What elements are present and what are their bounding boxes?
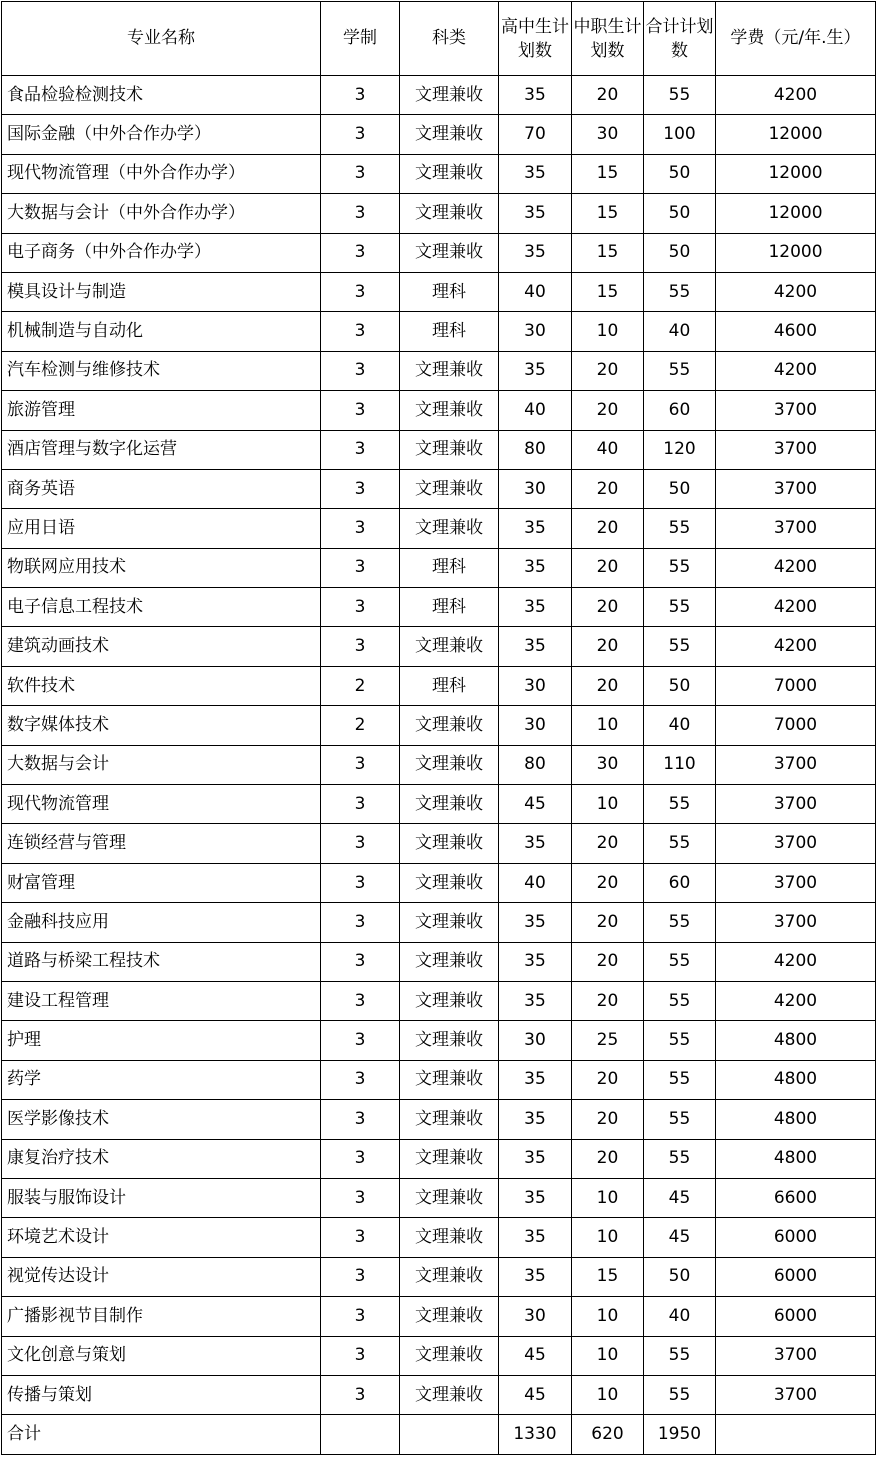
vocational-plan-cell: 15 xyxy=(572,194,644,233)
total-plan-cell: 45 xyxy=(644,1218,716,1257)
table-row xyxy=(2,509,876,548)
tuition-fee-cell: 3700 xyxy=(716,824,876,863)
total-plan-cell: 55 xyxy=(644,272,716,311)
vocational-plan-cell: 30 xyxy=(572,115,644,154)
high-school-plan-cell: 45 xyxy=(499,1375,572,1414)
tuition-fee-cell: 4200 xyxy=(716,76,876,115)
category-cell: 文理兼收 xyxy=(400,627,499,666)
header-major-name: 专业名称 xyxy=(2,2,321,76)
total-years-cell xyxy=(321,1415,400,1454)
category-cell: 文理兼收 xyxy=(400,1100,499,1139)
table-row xyxy=(2,391,876,430)
table-row xyxy=(2,824,876,863)
vocational-plan-cell: 20 xyxy=(572,627,644,666)
total-plan-cell: 50 xyxy=(644,666,716,705)
major-name-cell: 汽车检测与维修技术 xyxy=(2,351,321,390)
years-cell: 2 xyxy=(321,706,400,745)
major-name-cell: 建设工程管理 xyxy=(2,981,321,1020)
table-row xyxy=(2,154,876,193)
category-cell: 文理兼收 xyxy=(400,194,499,233)
vocational-plan-cell: 10 xyxy=(572,1218,644,1257)
years-cell: 3 xyxy=(321,1100,400,1139)
category-cell: 文理兼收 xyxy=(400,745,499,784)
total-plan-cell: 55 xyxy=(644,1060,716,1099)
category-cell: 文理兼收 xyxy=(400,1336,499,1375)
table-row xyxy=(2,627,876,666)
total-plan-cell: 55 xyxy=(644,627,716,666)
table-row xyxy=(2,1100,876,1139)
major-name-cell: 应用日语 xyxy=(2,509,321,548)
years-cell: 3 xyxy=(321,824,400,863)
high-school-plan-cell: 40 xyxy=(499,863,572,902)
high-school-plan-cell: 35 xyxy=(499,509,572,548)
vocational-plan-cell: 10 xyxy=(572,312,644,351)
table-row xyxy=(2,1178,876,1217)
high-school-plan-cell: 30 xyxy=(499,469,572,508)
years-cell: 3 xyxy=(321,1021,400,1060)
total-plan-cell: 110 xyxy=(644,745,716,784)
total-plan-cell: 55 xyxy=(644,824,716,863)
high-school-plan-cell: 30 xyxy=(499,1297,572,1336)
years-cell: 3 xyxy=(321,548,400,587)
total-plan-cell: 55 xyxy=(644,1021,716,1060)
table-row xyxy=(2,272,876,311)
category-cell: 文理兼收 xyxy=(400,76,499,115)
tuition-fee-cell: 3700 xyxy=(716,469,876,508)
total-plan-cell: 50 xyxy=(644,233,716,272)
major-name-cell: 食品检验检测技术 xyxy=(2,76,321,115)
major-name-cell: 现代物流管理（中外合作办学） xyxy=(2,154,321,193)
high-school-plan-cell: 35 xyxy=(499,981,572,1020)
total-plan-cell: 100 xyxy=(644,115,716,154)
high-school-plan-cell: 45 xyxy=(499,785,572,824)
years-cell: 3 xyxy=(321,76,400,115)
major-name-cell: 现代物流管理 xyxy=(2,785,321,824)
high-school-plan-cell: 30 xyxy=(499,666,572,705)
major-name-cell: 数字媒体技术 xyxy=(2,706,321,745)
category-cell: 文理兼收 xyxy=(400,706,499,745)
category-cell: 文理兼收 xyxy=(400,785,499,824)
years-cell: 3 xyxy=(321,469,400,508)
table-row xyxy=(2,981,876,1020)
vocational-plan-cell: 10 xyxy=(572,1297,644,1336)
major-name-cell: 护理 xyxy=(2,1021,321,1060)
header-vocational-plan: 中职生计划数 xyxy=(572,2,644,76)
major-name-cell: 连锁经营与管理 xyxy=(2,824,321,863)
high-school-plan-cell: 35 xyxy=(499,903,572,942)
category-cell: 文理兼收 xyxy=(400,351,499,390)
table-row xyxy=(2,312,876,351)
major-name-cell: 旅游管理 xyxy=(2,391,321,430)
years-cell: 3 xyxy=(321,233,400,272)
tuition-fee-cell: 4600 xyxy=(716,312,876,351)
total-plan-cell: 55 xyxy=(644,509,716,548)
table-row xyxy=(2,942,876,981)
total-plan-cell: 55 xyxy=(644,981,716,1020)
category-cell: 文理兼收 xyxy=(400,1257,499,1296)
total-plan-cell: 120 xyxy=(644,430,716,469)
high-school-plan-cell: 35 xyxy=(499,1257,572,1296)
years-cell: 3 xyxy=(321,942,400,981)
years-cell: 3 xyxy=(321,903,400,942)
high-school-plan-cell: 70 xyxy=(499,115,572,154)
total-plan-cell: 40 xyxy=(644,312,716,351)
major-name-cell: 视觉传达设计 xyxy=(2,1257,321,1296)
vocational-plan-cell: 10 xyxy=(572,706,644,745)
category-cell: 理科 xyxy=(400,272,499,311)
tuition-fee-cell: 3700 xyxy=(716,903,876,942)
category-cell: 文理兼收 xyxy=(400,154,499,193)
tuition-fee-cell: 3700 xyxy=(716,391,876,430)
tuition-fee-cell: 6000 xyxy=(716,1218,876,1257)
tuition-fee-cell: 3700 xyxy=(716,1336,876,1375)
high-school-plan-cell: 35 xyxy=(499,1178,572,1217)
total-plan-cell: 55 xyxy=(644,942,716,981)
table-row xyxy=(2,351,876,390)
category-cell: 文理兼收 xyxy=(400,863,499,902)
tuition-fee-cell: 3700 xyxy=(716,785,876,824)
years-cell: 3 xyxy=(321,981,400,1020)
total-plan-cell: 55 xyxy=(644,548,716,587)
total-plan-cell: 50 xyxy=(644,194,716,233)
major-name-cell: 医学影像技术 xyxy=(2,1100,321,1139)
years-cell: 3 xyxy=(321,1336,400,1375)
years-cell: 3 xyxy=(321,785,400,824)
major-name-cell: 传播与策划 xyxy=(2,1375,321,1414)
total-label: 合计 xyxy=(2,1415,321,1454)
high-school-plan-cell: 30 xyxy=(499,706,572,745)
category-cell: 文理兼收 xyxy=(400,430,499,469)
tuition-fee-cell: 4200 xyxy=(716,981,876,1020)
table-row xyxy=(2,194,876,233)
major-name-cell: 道路与桥梁工程技术 xyxy=(2,942,321,981)
category-cell: 理科 xyxy=(400,548,499,587)
category-cell: 文理兼收 xyxy=(400,233,499,272)
header-total-plan: 合计计划数 xyxy=(644,2,716,76)
high-school-plan-cell: 35 xyxy=(499,1218,572,1257)
total-plan-cell: 55 xyxy=(644,1375,716,1414)
vocational-plan-cell: 20 xyxy=(572,824,644,863)
high-school-plan-cell: 40 xyxy=(499,391,572,430)
total-vocational-plan: 620 xyxy=(572,1415,644,1454)
vocational-plan-cell: 15 xyxy=(572,272,644,311)
table-row xyxy=(2,548,876,587)
vocational-plan-cell: 20 xyxy=(572,1139,644,1178)
major-name-cell: 商务英语 xyxy=(2,469,321,508)
high-school-plan-cell: 35 xyxy=(499,942,572,981)
vocational-plan-cell: 20 xyxy=(572,863,644,902)
vocational-plan-cell: 10 xyxy=(572,1375,644,1414)
high-school-plan-cell: 35 xyxy=(499,1100,572,1139)
table-row xyxy=(2,469,876,508)
table-row xyxy=(2,1021,876,1060)
tuition-fee-cell: 4200 xyxy=(716,627,876,666)
tuition-fee-cell: 7000 xyxy=(716,706,876,745)
years-cell: 3 xyxy=(321,194,400,233)
total-fee-cell xyxy=(716,1415,876,1454)
tuition-fee-cell: 12000 xyxy=(716,233,876,272)
table-row xyxy=(2,863,876,902)
years-cell: 3 xyxy=(321,745,400,784)
vocational-plan-cell: 20 xyxy=(572,509,644,548)
table-row xyxy=(2,76,876,115)
table-row xyxy=(2,430,876,469)
table-row xyxy=(2,706,876,745)
major-name-cell: 文化创意与策划 xyxy=(2,1336,321,1375)
major-name-cell: 国际金融（中外合作办学） xyxy=(2,115,321,154)
category-cell: 文理兼收 xyxy=(400,1060,499,1099)
table-body xyxy=(2,76,876,1415)
category-cell: 文理兼收 xyxy=(400,942,499,981)
years-cell: 3 xyxy=(321,312,400,351)
table-row xyxy=(2,1336,876,1375)
category-cell: 理科 xyxy=(400,666,499,705)
major-name-cell: 财富管理 xyxy=(2,863,321,902)
tuition-fee-cell: 3700 xyxy=(716,509,876,548)
total-high-school-plan: 1330 xyxy=(499,1415,572,1454)
high-school-plan-cell: 35 xyxy=(499,194,572,233)
high-school-plan-cell: 80 xyxy=(499,430,572,469)
years-cell: 3 xyxy=(321,1218,400,1257)
total-plan-cell: 50 xyxy=(644,154,716,193)
table-row xyxy=(2,745,876,784)
table-row xyxy=(2,785,876,824)
table-row xyxy=(2,666,876,705)
category-cell: 文理兼收 xyxy=(400,981,499,1020)
years-cell: 2 xyxy=(321,666,400,705)
total-plan-cell: 55 xyxy=(644,351,716,390)
vocational-plan-cell: 20 xyxy=(572,666,644,705)
total-plan-cell: 55 xyxy=(644,785,716,824)
vocational-plan-cell: 15 xyxy=(572,233,644,272)
years-cell: 3 xyxy=(321,1297,400,1336)
category-cell: 文理兼收 xyxy=(400,1139,499,1178)
tuition-fee-cell: 3700 xyxy=(716,430,876,469)
category-cell: 文理兼收 xyxy=(400,469,499,508)
years-cell: 3 xyxy=(321,509,400,548)
high-school-plan-cell: 35 xyxy=(499,627,572,666)
high-school-plan-cell: 35 xyxy=(499,548,572,587)
total-plan-cell: 40 xyxy=(644,1297,716,1336)
major-name-cell: 大数据与会计 xyxy=(2,745,321,784)
tuition-fee-cell: 4800 xyxy=(716,1139,876,1178)
high-school-plan-cell: 35 xyxy=(499,233,572,272)
header-category: 科类 xyxy=(400,2,499,76)
category-cell: 理科 xyxy=(400,312,499,351)
major-name-cell: 机械制造与自动化 xyxy=(2,312,321,351)
major-name-cell: 康复治疗技术 xyxy=(2,1139,321,1178)
high-school-plan-cell: 35 xyxy=(499,76,572,115)
category-cell: 文理兼收 xyxy=(400,1375,499,1414)
table-row xyxy=(2,1375,876,1414)
category-cell: 理科 xyxy=(400,588,499,627)
years-cell: 3 xyxy=(321,1257,400,1296)
major-name-cell: 广播影视节目制作 xyxy=(2,1297,321,1336)
major-name-cell: 电子信息工程技术 xyxy=(2,588,321,627)
category-cell: 文理兼收 xyxy=(400,1297,499,1336)
high-school-plan-cell: 35 xyxy=(499,1060,572,1099)
vocational-plan-cell: 20 xyxy=(572,588,644,627)
total-plan-cell: 55 xyxy=(644,588,716,627)
header-high-school-plan: 高中生计划数 xyxy=(499,2,572,76)
vocational-plan-cell: 10 xyxy=(572,785,644,824)
high-school-plan-cell: 35 xyxy=(499,824,572,863)
major-name-cell: 环境艺术设计 xyxy=(2,1218,321,1257)
tuition-fee-cell: 4800 xyxy=(716,1100,876,1139)
major-name-cell: 大数据与会计（中外合作办学） xyxy=(2,194,321,233)
high-school-plan-cell: 45 xyxy=(499,1336,572,1375)
tuition-fee-cell: 4200 xyxy=(716,588,876,627)
vocational-plan-cell: 20 xyxy=(572,1100,644,1139)
total-plan-cell: 45 xyxy=(644,1178,716,1217)
major-name-cell: 物联网应用技术 xyxy=(2,548,321,587)
years-cell: 3 xyxy=(321,588,400,627)
high-school-plan-cell: 30 xyxy=(499,1021,572,1060)
total-plan-cell: 60 xyxy=(644,391,716,430)
total-plan-cell: 55 xyxy=(644,903,716,942)
years-cell: 3 xyxy=(321,351,400,390)
vocational-plan-cell: 20 xyxy=(572,903,644,942)
years-cell: 3 xyxy=(321,154,400,193)
vocational-plan-cell: 10 xyxy=(572,1178,644,1217)
table-row xyxy=(2,588,876,627)
vocational-plan-cell: 15 xyxy=(572,154,644,193)
tuition-fee-cell: 12000 xyxy=(716,115,876,154)
vocational-plan-cell: 40 xyxy=(572,430,644,469)
header-years: 学制 xyxy=(321,2,400,76)
tuition-fee-cell: 4800 xyxy=(716,1021,876,1060)
vocational-plan-cell: 30 xyxy=(572,745,644,784)
total-plan-cell: 40 xyxy=(644,706,716,745)
total-plan-cell: 50 xyxy=(644,1257,716,1296)
years-cell: 3 xyxy=(321,627,400,666)
vocational-plan-cell: 20 xyxy=(572,351,644,390)
high-school-plan-cell: 35 xyxy=(499,1139,572,1178)
category-cell: 文理兼收 xyxy=(400,1218,499,1257)
total-plan-cell: 55 xyxy=(644,1100,716,1139)
table-row xyxy=(2,1257,876,1296)
vocational-plan-cell: 10 xyxy=(572,1336,644,1375)
vocational-plan-cell: 20 xyxy=(572,981,644,1020)
total-plan-sum: 1950 xyxy=(644,1415,716,1454)
total-row xyxy=(2,1415,876,1454)
years-cell: 3 xyxy=(321,1060,400,1099)
total-plan-cell: 55 xyxy=(644,1336,716,1375)
tuition-fee-cell: 4200 xyxy=(716,351,876,390)
high-school-plan-cell: 35 xyxy=(499,154,572,193)
years-cell: 3 xyxy=(321,430,400,469)
years-cell: 3 xyxy=(321,391,400,430)
vocational-plan-cell: 25 xyxy=(572,1021,644,1060)
table-row xyxy=(2,903,876,942)
tuition-fee-cell: 4200 xyxy=(716,272,876,311)
category-cell: 文理兼收 xyxy=(400,1021,499,1060)
total-category-cell xyxy=(400,1415,499,1454)
vocational-plan-cell: 20 xyxy=(572,1060,644,1099)
vocational-plan-cell: 15 xyxy=(572,1257,644,1296)
table-row xyxy=(2,1060,876,1099)
tuition-fee-cell: 4800 xyxy=(716,1060,876,1099)
major-name-cell: 服装与服饰设计 xyxy=(2,1178,321,1217)
high-school-plan-cell: 30 xyxy=(499,312,572,351)
years-cell: 3 xyxy=(321,863,400,902)
tuition-fee-cell: 4200 xyxy=(716,942,876,981)
tuition-fee-cell: 3700 xyxy=(716,1375,876,1414)
vocational-plan-cell: 20 xyxy=(572,942,644,981)
table-row xyxy=(2,1218,876,1257)
tuition-fee-cell: 4200 xyxy=(716,548,876,587)
table-row xyxy=(2,115,876,154)
table-row xyxy=(2,1139,876,1178)
years-cell: 3 xyxy=(321,1139,400,1178)
vocational-plan-cell: 20 xyxy=(572,469,644,508)
tuition-fee-cell: 3700 xyxy=(716,863,876,902)
years-cell: 3 xyxy=(321,115,400,154)
category-cell: 文理兼收 xyxy=(400,1178,499,1217)
tuition-fee-cell: 6000 xyxy=(716,1297,876,1336)
vocational-plan-cell: 20 xyxy=(572,76,644,115)
total-plan-cell: 50 xyxy=(644,469,716,508)
table-row xyxy=(2,233,876,272)
tuition-fee-cell: 12000 xyxy=(716,154,876,193)
table-row xyxy=(2,1297,876,1336)
tuition-fee-cell: 6600 xyxy=(716,1178,876,1217)
high-school-plan-cell: 35 xyxy=(499,588,572,627)
major-name-cell: 药学 xyxy=(2,1060,321,1099)
high-school-plan-cell: 40 xyxy=(499,272,572,311)
high-school-plan-cell: 35 xyxy=(499,351,572,390)
total-plan-cell: 60 xyxy=(644,863,716,902)
years-cell: 3 xyxy=(321,1178,400,1217)
vocational-plan-cell: 20 xyxy=(572,548,644,587)
total-plan-cell: 55 xyxy=(644,1139,716,1178)
years-cell: 3 xyxy=(321,272,400,311)
major-name-cell: 建筑动画技术 xyxy=(2,627,321,666)
header-tuition-fee: 学费（元/年.生） xyxy=(716,2,876,76)
category-cell: 文理兼收 xyxy=(400,824,499,863)
tuition-fee-cell: 12000 xyxy=(716,194,876,233)
vocational-plan-cell: 20 xyxy=(572,391,644,430)
major-name-cell: 金融科技应用 xyxy=(2,903,321,942)
tuition-fee-cell: 3700 xyxy=(716,745,876,784)
category-cell: 文理兼收 xyxy=(400,391,499,430)
major-name-cell: 酒店管理与数字化运营 xyxy=(2,430,321,469)
major-name-cell: 软件技术 xyxy=(2,666,321,705)
total-plan-cell: 55 xyxy=(644,76,716,115)
years-cell: 3 xyxy=(321,1375,400,1414)
table-header-row xyxy=(2,2,876,76)
category-cell: 文理兼收 xyxy=(400,903,499,942)
major-name-cell: 电子商务（中外合作办学） xyxy=(2,233,321,272)
category-cell: 文理兼收 xyxy=(400,509,499,548)
high-school-plan-cell: 80 xyxy=(499,745,572,784)
tuition-fee-cell: 7000 xyxy=(716,666,876,705)
tuition-fee-cell: 6000 xyxy=(716,1257,876,1296)
major-name-cell: 模具设计与制造 xyxy=(2,272,321,311)
category-cell: 文理兼收 xyxy=(400,115,499,154)
enrollment-plan-table xyxy=(1,1,876,1455)
